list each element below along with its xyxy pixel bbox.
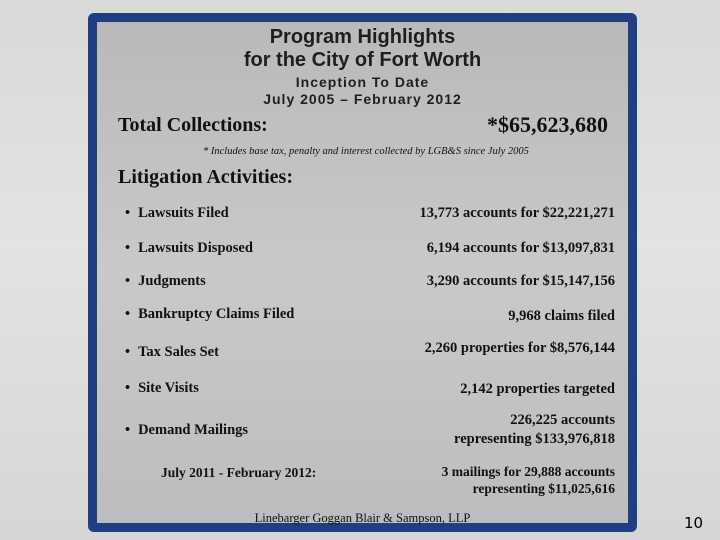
list-item: • Demand Mailings <box>125 422 249 438</box>
litigation-heading: Litigation Activities: <box>118 166 293 188</box>
lawsuits-filed-value: 13,773 accounts for $22,221,271 <box>419 205 615 221</box>
title-line-2: for the City of Fort Worth <box>243 49 482 71</box>
bullet-icon: • <box>125 205 131 221</box>
list-item: • Tax Sales Set <box>125 344 219 360</box>
demand-mailings-value: 226,225 accounts representing $133,976,818 <box>454 412 615 447</box>
list-item: • Lawsuits Disposed <box>125 240 253 256</box>
sub-period-value: 3 mailings for 29,888 accounts representing $11,025,616 <box>441 464 615 496</box>
lawsuits-disposed-value: 6,194 accounts for $13,097,831 <box>426 240 615 256</box>
subtitle-date-range: July 2005 – February 2012 <box>263 91 462 107</box>
tax-sales-value: 2,260 properties for $8,576,144 <box>424 340 615 356</box>
list-item: • Site Visits <box>125 380 199 396</box>
highlights-panel <box>88 13 637 532</box>
page-number: 10 <box>684 514 704 532</box>
list-item: • Lawsuits Filed <box>125 205 229 221</box>
bullet-icon: • <box>125 422 131 438</box>
total-collections-value: *$65,623,680 <box>487 112 608 137</box>
firm-footer: Linebarger Goggan Blair & Sampson, LLP <box>254 511 471 525</box>
list-item: • Bankruptcy Claims Filed <box>125 306 295 322</box>
total-collections-note: * Includes base tax, penalty and interest collected by LGB&S since July 2005 <box>203 146 529 157</box>
judgments-value: 3,290 accounts for $15,147,156 <box>426 273 615 289</box>
bullet-icon: • <box>125 240 131 256</box>
list-item: • Judgments <box>125 273 206 289</box>
bankruptcy-claims-value: 9,968 claims filed <box>508 308 615 324</box>
sub-period-label: July 2011 - February 2012: <box>161 465 317 480</box>
bullet-icon: • <box>125 306 131 322</box>
total-collections-label: Total Collections: <box>118 114 268 136</box>
bullet-icon: • <box>125 273 131 289</box>
title-line-1: Program Highlights <box>269 26 456 48</box>
site-visits-value: 2,142 properties targeted <box>460 381 615 397</box>
subtitle-inception: Inception To Date <box>295 74 430 90</box>
bullet-icon: • <box>125 380 131 396</box>
bullet-icon: • <box>125 344 131 360</box>
